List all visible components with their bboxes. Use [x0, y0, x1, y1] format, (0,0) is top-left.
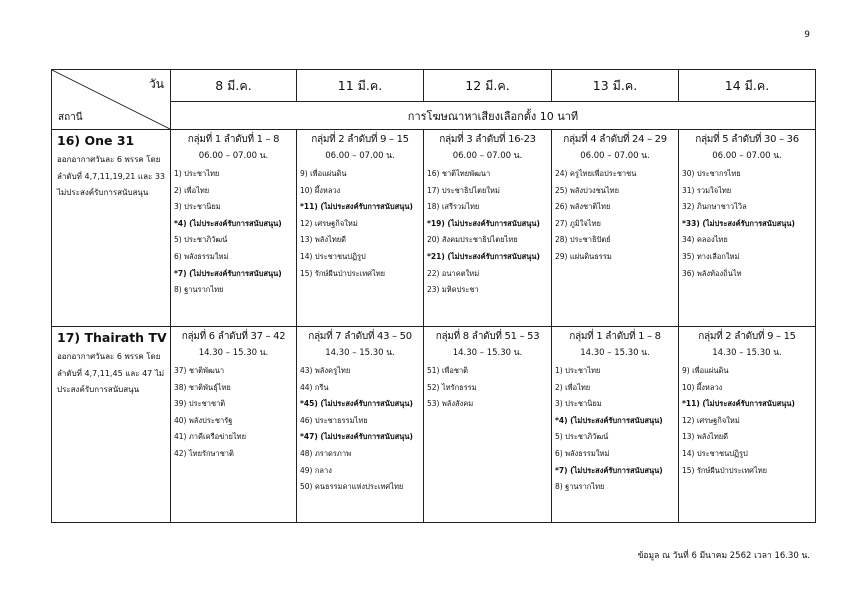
- party-item: 8) ฐานรากไทย: [555, 482, 605, 492]
- station-row: [52, 327, 816, 523]
- schedule-subtitle: การโฆษณาหาเสียงเลือกตั้ง 10 นาที: [171, 102, 816, 130]
- party-item: 14) ประชาชนปฏิรูป: [682, 448, 748, 458]
- party-item: 3) ประชานิยม: [555, 399, 602, 409]
- party-item: 6) พลังธรรมใหม่: [174, 251, 229, 261]
- party-item: 23) มหิดประชา: [427, 285, 479, 295]
- party-item: 12) เศรษฐกิจใหม่: [300, 218, 358, 228]
- party-item: 51) เพื่อชาติ: [427, 366, 469, 375]
- party-item: *7) (ไม่ประสงค์รับการสนับสนุน): [555, 465, 663, 475]
- party-item: *33) (ไม่ประสงค์รับการสนับสนุน): [682, 218, 795, 228]
- party-item: 9) เพื่อแผ่นดิน: [682, 366, 729, 375]
- party-item: 30) ประชากรไทย: [682, 169, 741, 178]
- station-name: 16) One 31: [57, 133, 135, 148]
- date-header: 13 มี.ค.: [552, 70, 679, 102]
- party-item: *4) (ไม่ประสงค์รับการสนับสนุน): [174, 218, 282, 228]
- page-number: 9: [804, 30, 810, 40]
- broadcast-time: 14.30 – 15.30 น.: [452, 348, 523, 358]
- date-header: 8 มี.ค.: [171, 70, 297, 102]
- group-title: กลุ่มที่ 1 ลำดับที่ 1 – 8: [569, 331, 661, 342]
- date-header: 11 มี.ค.: [297, 70, 424, 102]
- party-item: 15) รักษ์ผืนป่าประเทศไทย: [300, 268, 386, 278]
- party-item: 44) กรีน: [300, 382, 329, 392]
- party-item: 18) เสรีรวมไทย: [427, 202, 480, 212]
- party-item: 34) คลองไทย: [682, 235, 728, 245]
- party-item: 12) เศรษฐกิจใหม่: [682, 415, 740, 425]
- party-item: 49) กลาง: [300, 465, 332, 475]
- station-row: [52, 130, 816, 327]
- group-title: กลุ่มที่ 7 ลำดับที่ 43 – 50: [308, 331, 412, 342]
- party-item: 35) ทางเลือกใหม่: [682, 251, 740, 261]
- group-title: กลุ่มที่ 6 ลำดับที่ 37 – 42: [181, 331, 286, 342]
- party-item: 41) ภาคีเครือข่ายไทย: [174, 432, 246, 442]
- party-item: 16) ชาติไทยพัฒนา: [427, 169, 491, 178]
- party-item: 38) ชาติพันธุ์ไทย: [174, 382, 231, 392]
- party-item: 50) คนธรรมดาแห่งประเทศไทย: [300, 482, 404, 492]
- party-item: 22) อนาคตใหม่: [427, 268, 480, 278]
- party-item: 14) ประชาชนปฏิรูป: [300, 251, 366, 261]
- group-title: กลุ่มที่ 8 ลำดับที่ 51 – 53: [435, 331, 540, 342]
- station-cell: [52, 327, 171, 523]
- schedule-cell: [424, 327, 552, 523]
- party-item: 15) รักษ์ผืนป่าประเทศไทย: [682, 465, 768, 475]
- party-item: 20) สังคมประชาธิปไตยไทย: [427, 235, 518, 245]
- group-title: กลุ่มที่ 5 ลำดับที่ 30 – 36: [695, 134, 799, 145]
- header-corner-cell: [52, 70, 171, 130]
- party-item: 3) ประชานิยม: [174, 202, 221, 212]
- party-item: 24) ครูไทยเพื่อประชาชน: [555, 169, 637, 178]
- party-item: 37) ชาติพัฒนา: [174, 366, 225, 375]
- date-header: 12 มี.ค.: [424, 70, 552, 102]
- schedule-cell: [679, 327, 816, 523]
- header-row: [52, 70, 816, 102]
- group-title: กลุ่มที่ 3 ลำดับที่ 16-23: [439, 134, 536, 145]
- party-item: 32) ภินกษาชาวไวิล: [682, 202, 747, 212]
- party-item: *21) (ไม่ประสงค์รับการสนับสนุน): [427, 251, 540, 261]
- broadcast-time: 14.30 – 15.30 น.: [198, 348, 269, 358]
- party-item: 36) พลังท้องถิ่นไท: [682, 268, 742, 278]
- party-item: 2) เพื่อไทย: [555, 382, 591, 392]
- broadcast-time: 14.30 – 15.30 น.: [325, 348, 395, 358]
- party-item: 1) ประชาไทย: [174, 169, 220, 178]
- schedule-cell: [171, 130, 297, 327]
- party-item: 13) พลังไทยดี: [300, 235, 347, 245]
- station-name: 17) Thairath TV: [57, 330, 167, 345]
- party-item: 10) ผึ้งหลวง: [682, 382, 723, 392]
- party-item: 26) พลังชาติไทย: [555, 202, 611, 212]
- party-item: 1) ประชาไทย: [555, 366, 601, 375]
- broadcast-time: 06.00 – 07.00 น.: [198, 151, 269, 161]
- party-item: 52) ไทรักธรรม: [427, 382, 477, 392]
- broadcast-time: 14.30 – 15.30 น.: [580, 348, 650, 358]
- party-item: 31) รวมใจไทย: [682, 185, 732, 195]
- data-timestamp-footer: ข้อมูล ณ วันที่ 6 มีนาคม 2562 เวลา 16.30 น.: [637, 551, 810, 561]
- party-item: 27) ภูมิใจไทย: [555, 218, 601, 228]
- party-item: 9) เพื่อแผ่นดิน: [300, 169, 347, 178]
- station-cell: [52, 130, 171, 327]
- group-title: กลุ่มที่ 4 ลำดับที่ 24 – 29: [563, 134, 667, 145]
- broadcast-time: 06.00 – 07.00 น.: [452, 151, 523, 161]
- party-item: 5) ประชาภิวัฒน์: [555, 432, 609, 442]
- party-item: *7) (ไม่ประสงค์รับการสนับสนุน): [174, 268, 282, 278]
- station-description: ออกอากาศวันละ 6 พรรค โดยลำดับที่ 4,7,11,45 และ 47 ไม่ประสงค์รับการสนับสนุน: [57, 352, 165, 394]
- party-item: 5) ประชาภิวัฒน์: [174, 235, 228, 245]
- party-item: 28) ประชาธิปัตย์: [555, 235, 611, 245]
- date-header: 14 มี.ค.: [679, 70, 816, 102]
- party-item: 53) พลังสังคม: [427, 399, 474, 409]
- group-title: กลุ่มที่ 1 ลำดับที่ 1 – 8: [187, 134, 280, 145]
- broadcast-time: 06.00 – 07.00 น.: [325, 151, 395, 161]
- party-item: 29) แผ่นดินธรรม: [555, 251, 612, 261]
- party-item: 25) พลังปวงชนไทย: [555, 185, 620, 195]
- party-item: 43) พลังครูไทย: [300, 366, 351, 375]
- schedule-cell: [552, 130, 679, 327]
- party-item: *4) (ไม่ประสงค์รับการสนับสนุน): [555, 415, 663, 425]
- schedule-cell: [552, 327, 679, 523]
- party-item: 13) พลังไทยดี: [682, 432, 729, 442]
- broadcast-time: 06.00 – 07.00 น.: [712, 151, 782, 161]
- party-item: 10) ผึ้งหลวง: [300, 185, 341, 195]
- party-item: 46) ประชาธรรมไทย: [300, 415, 368, 425]
- broadcast-time: 06.00 – 07.00 น.: [580, 151, 650, 161]
- schedule-cell: [424, 130, 552, 327]
- group-title: กลุ่มที่ 2 ลำดับที่ 9 – 15: [311, 134, 409, 145]
- party-item: *11) (ไม่ประสงค์รับการสนับสนุน): [682, 399, 795, 409]
- party-item: 8) ฐานรากไทย: [174, 285, 224, 295]
- schedule-cell: [297, 130, 424, 327]
- party-item: *11) (ไม่ประสงค์รับการสนับสนุน): [300, 202, 413, 212]
- broadcast-time: 14.30 – 15.30 น.: [712, 348, 782, 358]
- station-label: สถานี: [58, 112, 83, 123]
- party-item: 48) ภราดรภาพ: [300, 448, 352, 458]
- party-item: 2) เพื่อไทย: [174, 185, 210, 195]
- party-item: 40) พลังประชารัฐ: [174, 415, 233, 425]
- day-label: วัน: [149, 77, 164, 91]
- group-title: กลุ่มที่ 2 ลำดับที่ 9 – 15: [698, 331, 796, 342]
- party-item: *45) (ไม่ประสงค์รับการสนับสนุน): [300, 399, 413, 409]
- party-item: 6) พลังธรรมใหม่: [555, 448, 610, 458]
- schedule-cell: [171, 327, 297, 523]
- schedule-cell: [297, 327, 424, 523]
- station-description: ออกอากาศวันละ 6 พรรค โดยลำดับที่ 4,7,11,19,21 และ 33 ไม่ประสงค์รับการสนับสนุน: [57, 155, 165, 197]
- broadcast-schedule-table: [51, 69, 816, 523]
- party-item: *47) (ไม่ประสงค์รับการสนับสนุน): [300, 432, 413, 442]
- schedule-cell: [679, 130, 816, 327]
- party-item: 42) ไทยรักษาชาติ: [174, 448, 234, 458]
- party-item: 39) ประชาชาติ: [174, 399, 226, 409]
- party-item: 17) ประชาธิปไตยใหม่: [427, 185, 500, 195]
- party-item: *19) (ไม่ประสงค์รับการสนับสนุน): [427, 218, 540, 228]
